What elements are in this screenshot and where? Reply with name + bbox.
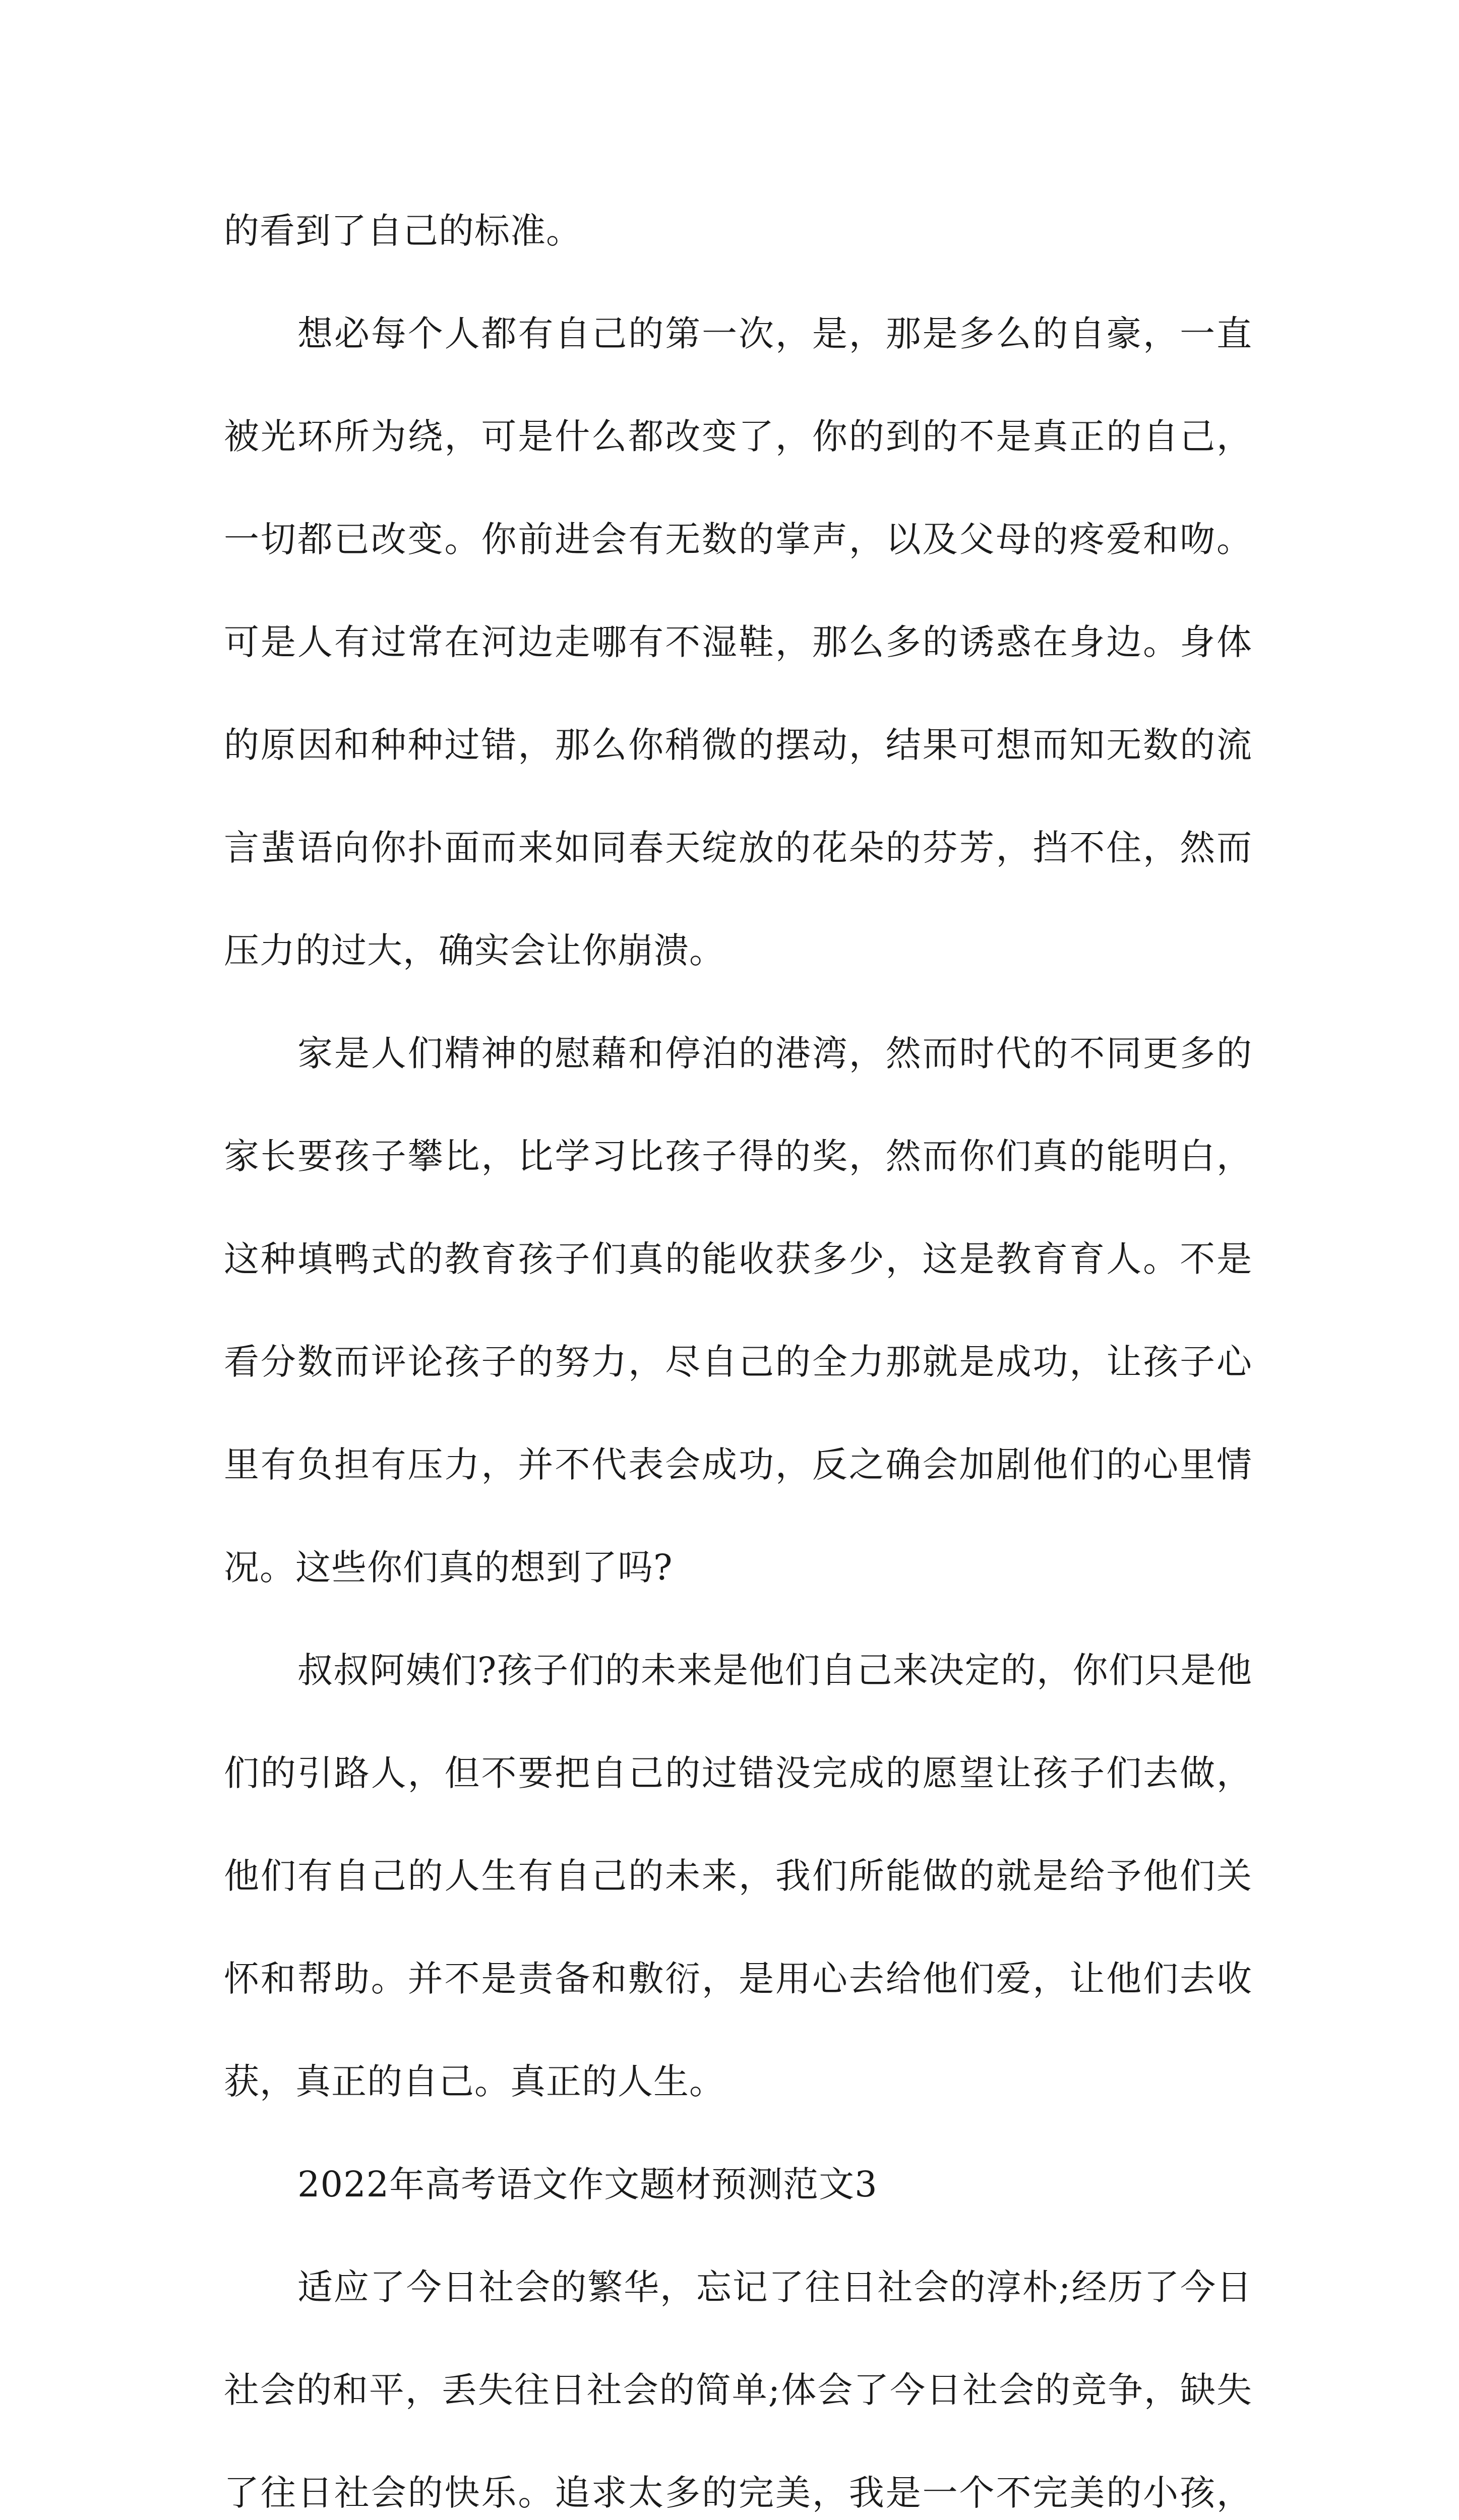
- section-heading: 2022年高考语文作文题材预测范文3: [297, 2164, 878, 2205]
- paragraph-3: 家是人们精神的慰藉和停泊的港湾，然而时代的不同更多的家长要孩子攀比，比学习比孩子得的奖，然而你们真的能明白，这种填鸭式的教育孩子们真的能收获多少，这是教育育人。不是看分数而评论孩子的努力，尽自己的全力那就是成功，让孩子心里有负担有压力，并不代表会成功，反之确会加剧他们的心里情况。这些你们真的想到了吗?: [224, 1033, 1252, 1588]
- paragraph-4: 叔叔阿姨们?孩子们的未来是他们自己来决定的，你们只是他们的引路人，但不要把自己的过错没完成的愿望让孩子们去做，他们有自己的人生有自己的未来，我们所能做的就是给予他们关怀和帮助。并不是责备和敷衍，是用心去给他们爱，让他们去收获，真正的自己。真正的人生。: [224, 1650, 1252, 2102]
- essay-body: [224, 179, 1252, 2520]
- paragraph-2: 想必每个人都有自己的第一次，是，那是多么的自豪，一直被光环所为绕，可是什么都改变了，你的到的不是真正的自己，一切都已改变。你前进会有无数的掌声，以及父母的疼爱和吻。可是人有过常在河边走哪有不湿鞋，那么多的诱惑在身边。身体的原因和种种过错，那么你稍微的摆动，结果可想而知无数的流言蜚语向你扑面而来如同春天绽放的花朵的芬芳，挡不住，然而压力的过大，确实会让你崩溃。: [224, 313, 1252, 971]
- paragraph-1: 的看到了自己的标准。: [224, 210, 582, 251]
- paragraph-6: 适应了今日社会的繁华，忘记了往日社会的淳朴;经历了今日社会的和平，丢失往日社会的简单;体会了今日社会的竞争，缺失了往日社会的快乐。追求太多的完美，我是一个不完美的小孩，: [224, 2266, 1252, 2513]
